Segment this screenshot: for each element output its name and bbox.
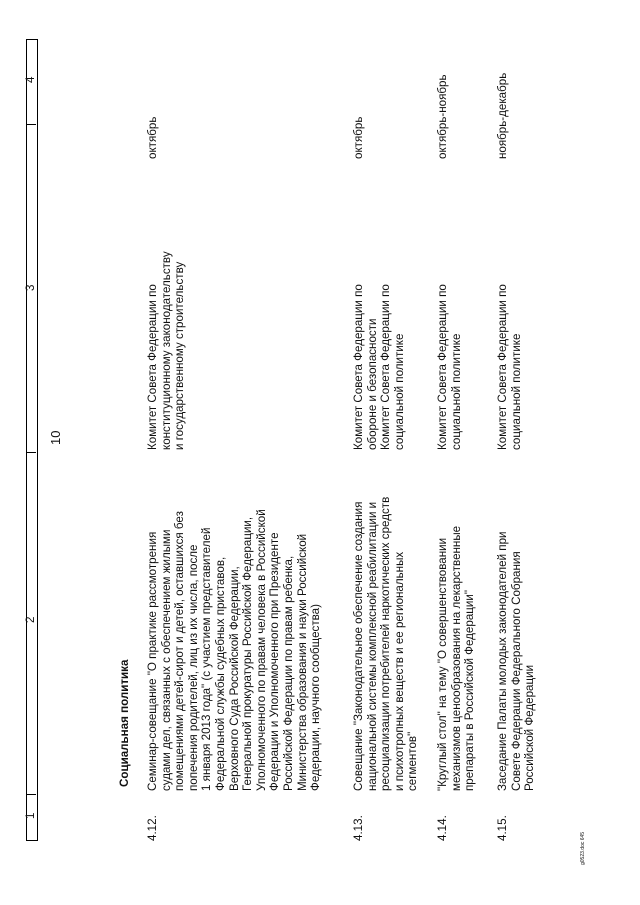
event-date: октябрь (146, 116, 159, 159)
row-number: 4.15. (496, 815, 509, 841)
header-col-1: 1 (24, 812, 37, 819)
responsible-committee: Комитет Совета Федерации по социальной политике (496, 284, 523, 450)
event-description: "Круглый стол" на тему "О совершенствовании механизмов ценообразования на лекарственные препараты в Российской Федерации" (436, 525, 477, 791)
footer-file-code: g0523.doc 645 (580, 831, 586, 865)
row-number: 4.12. (146, 815, 159, 841)
table-header (26, 39, 38, 841)
header-col-2: 2 (24, 616, 37, 623)
row-number: 4.13. (352, 815, 365, 841)
header-col-4: 4 (24, 76, 37, 83)
event-description: Заседание Палаты молодых законодателей при Совете Федерации Федерального Собрания Российской Федерации (496, 531, 537, 791)
responsible-committee: Комитет Совета Федерации по обороне и безопасности Комитет Совета Федерации по социальной политике (352, 284, 406, 450)
header-divider (26, 452, 36, 453)
responsible-committee: Комитет Совета Федерации по социальной политике (436, 284, 463, 450)
event-date: октябрь-ноябрь (436, 74, 449, 159)
header-divider (26, 124, 36, 125)
event-date: октябрь (352, 116, 365, 159)
event-description: Семинар-совещание "О практике рассмотрения судами дел, связанных с обеспечением жилыми помещениями детей-сирот и детей, оставшихся без попечения родителей, лиц из их числа, после 1 января 2013 года" (с участием представителей Федеральной службы судебных приставов, Верховного Суда Российской Федерации, Генеральной прокуратуры Российской Федерации, Уполномоченного по правам человека в Российской Федерации и Уполномоченного при Президенте Российской Федерации по правам ребенка, Министерства образования и науки Российской Федерации, научного сообщества) (146, 509, 323, 791)
page-number: 10 (48, 430, 63, 445)
header-col-3: 3 (24, 284, 37, 291)
event-description: Совещание "Законодательное обеспечение создания национальной системы комплексной реабилитации и ресоциализации потребителей наркотических средств и психотропных веществ и ее региональных сегментов" (352, 496, 420, 791)
responsible-committee: Комитет Совета Федерации по конституционному законодательству и государственному строительству (146, 251, 187, 450)
header-divider (26, 794, 36, 795)
section-title: Социальная политика (118, 659, 131, 787)
event-date: ноябрь-декабрь (496, 72, 509, 159)
row-number: 4.14. (436, 815, 449, 841)
